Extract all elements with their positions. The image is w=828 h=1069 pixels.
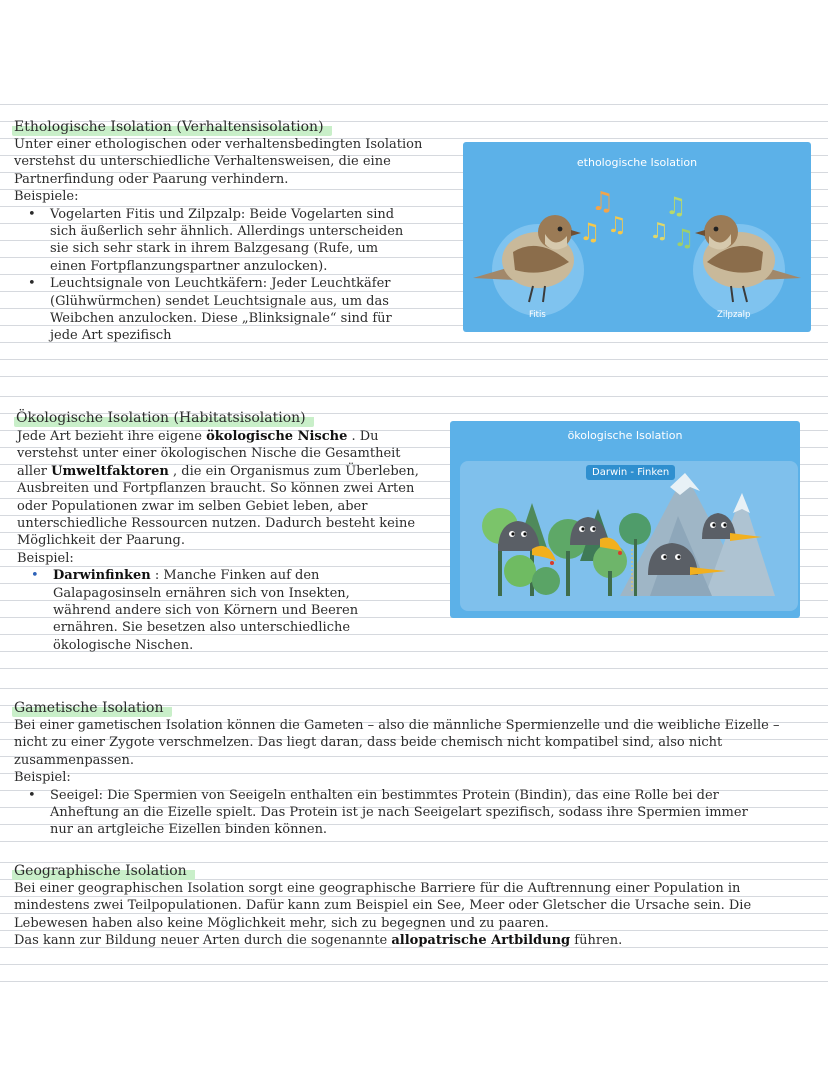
ethological-figure-title: ethologische Isolation [576,156,698,169]
ecological-examples-label: Beispiel: [17,550,74,566]
geographic-conclusion [14,932,804,949]
bullet-dot: • [28,276,36,292]
svg-text:♫: ♫ [649,219,669,244]
heading-ecological: Ökologische Isolation (Habitatsisolation) [14,410,314,427]
music-notes-icon [579,187,695,252]
svg-text:♫: ♫ [607,213,627,238]
ethological-intro: Unter einer ethologischen oder verhaltensbedingten Isolation verstehst du unterschiedliche Verhaltensweisen, die eine Partnerfindung oder Paarung verhindern. [14,137,423,187]
bullet-dot: • [28,787,36,803]
bullet-text: : Manche Finken auf den Galapagosinseln ernähren sich von Insekten, während andere sich von Körnern und Beeren ernähren. Sie besetzen also unterschiedliche ökologische Nischen. [53,568,359,653]
ecological-intro-pre: Jede Art bezieht ihre eigene [17,429,207,444]
gametic-body [14,717,804,839]
heading-geographic: Geographische Isolation [12,863,195,880]
heading-gametic: Gametische Isolation [12,700,172,717]
ecological-niche-term: ökologische Nische [206,429,348,444]
ecological-intro-mid: . Du verstehst unter einer ökologischen Nische die Gesamtheit aller [17,429,401,479]
svg-text:♫: ♫ [591,187,615,217]
fitis-label: Fitis [529,310,546,320]
bullet-dot: • [28,206,36,222]
svg-text:♫: ♫ [673,224,695,252]
birds-illustration [463,142,811,332]
svg-text:♫: ♫ [665,192,687,220]
ecological-bullet-list [17,567,363,654]
environmental-factors-term: Umweltfaktoren [51,463,169,479]
finches-illustration [450,421,800,618]
allopatric-speciation-term: allopatrische Artbildung [391,933,571,949]
ecological-intro [17,428,429,550]
geographic-conclusion-post: führen. [570,933,623,949]
ecological-intro-post: , die ein Organismus zum Überleben, Ausbreiten und Fortpflanzen braucht. So können zwei Arten oder Populationen zwar im selben Gebiet leben, aber unterschiedliche Ressourcen nutzen. Dadurch besteht keine Möglichkeit der Paarung. [17,463,419,549]
ethological-examples-label: Beispiele: [14,189,79,205]
ecological-figure-title: ökologische Isolation [567,429,683,442]
ecological-body [17,428,429,654]
list-item [14,275,406,345]
list-item [14,206,406,276]
bullet-text: Leuchtsignale von Leuchtkäfern: Jeder Leuchtkäfer (Glühwürmchen) sendet Leuchtsignale aus, um das Weibchen anzulocken. Diese „Blinksignale“ sind für jede Art spezifisch [50,276,392,344]
bullet-dot: • [31,568,39,584]
list-item [17,567,363,654]
geographic-conclusion-pre: Das kann zur Bildung neuer Arten durch die sogenannte [14,933,392,949]
ecological-figure [450,421,800,618]
geographic-intro: Bei einer geographischen Isolation sorgt eine geographische Barriere für die Auftrennung einer Population in mindestens zwei Teilpopulationen. Dafür kann zum Beispiel ein See, Meer oder Gletscher die Ursache sein. Die Lebewesen haben also keine Möglichkeit mehr, sich zu begegnen und zu paaren. [14,881,752,931]
list-item [14,787,774,839]
svg-text:♫: ♫ [579,218,601,246]
bullet-text: Vogelarten Fitis und Zilpzalp: Beide Vogelarten sind sich äußerlich sehr ähnlich. Allerdings unterscheiden sie sich sehr stark in ihrem Balzgesang (Rufe, um einen Fortpflanzungspartner anzulocken). [50,206,404,274]
darwin-finches-term: Darwinfinken [53,568,151,584]
darwin-finches-badge: Darwin - Finken [586,465,675,480]
geographic-body [14,880,804,950]
zilpzalp-label: Zilpzalp [717,310,751,320]
gametic-examples-label: Beispiel: [14,770,71,786]
ethological-figure [463,142,811,332]
ethological-bullet-list [14,206,406,345]
gametic-bullet-list [14,787,774,839]
gametic-intro: Bei einer gametischen Isolation können die Gameten – also die männliche Spermienzelle und die weibliche Eizelle – nicht zu einer Zygote verschmelzen. Das liegt daran, dass beide chemisch nicht kompatibel sind, also nicht zusammenpassen. [14,718,780,768]
heading-ethological: Ethologische Isolation (Verhaltensisolation) [12,119,332,136]
ethological-body [14,136,434,345]
bullet-text: Seeigel: Die Spermien von Seeigeln enthalten ein bestimmtes Protein (Bindin), das eine Rolle bei der Anheftung an die Eizelle spielt. Das Protein ist je nach Seeigelart spezifisch, sodass ihre Spermien immer nur an artgleiche Eizellen binden können. [50,787,748,838]
